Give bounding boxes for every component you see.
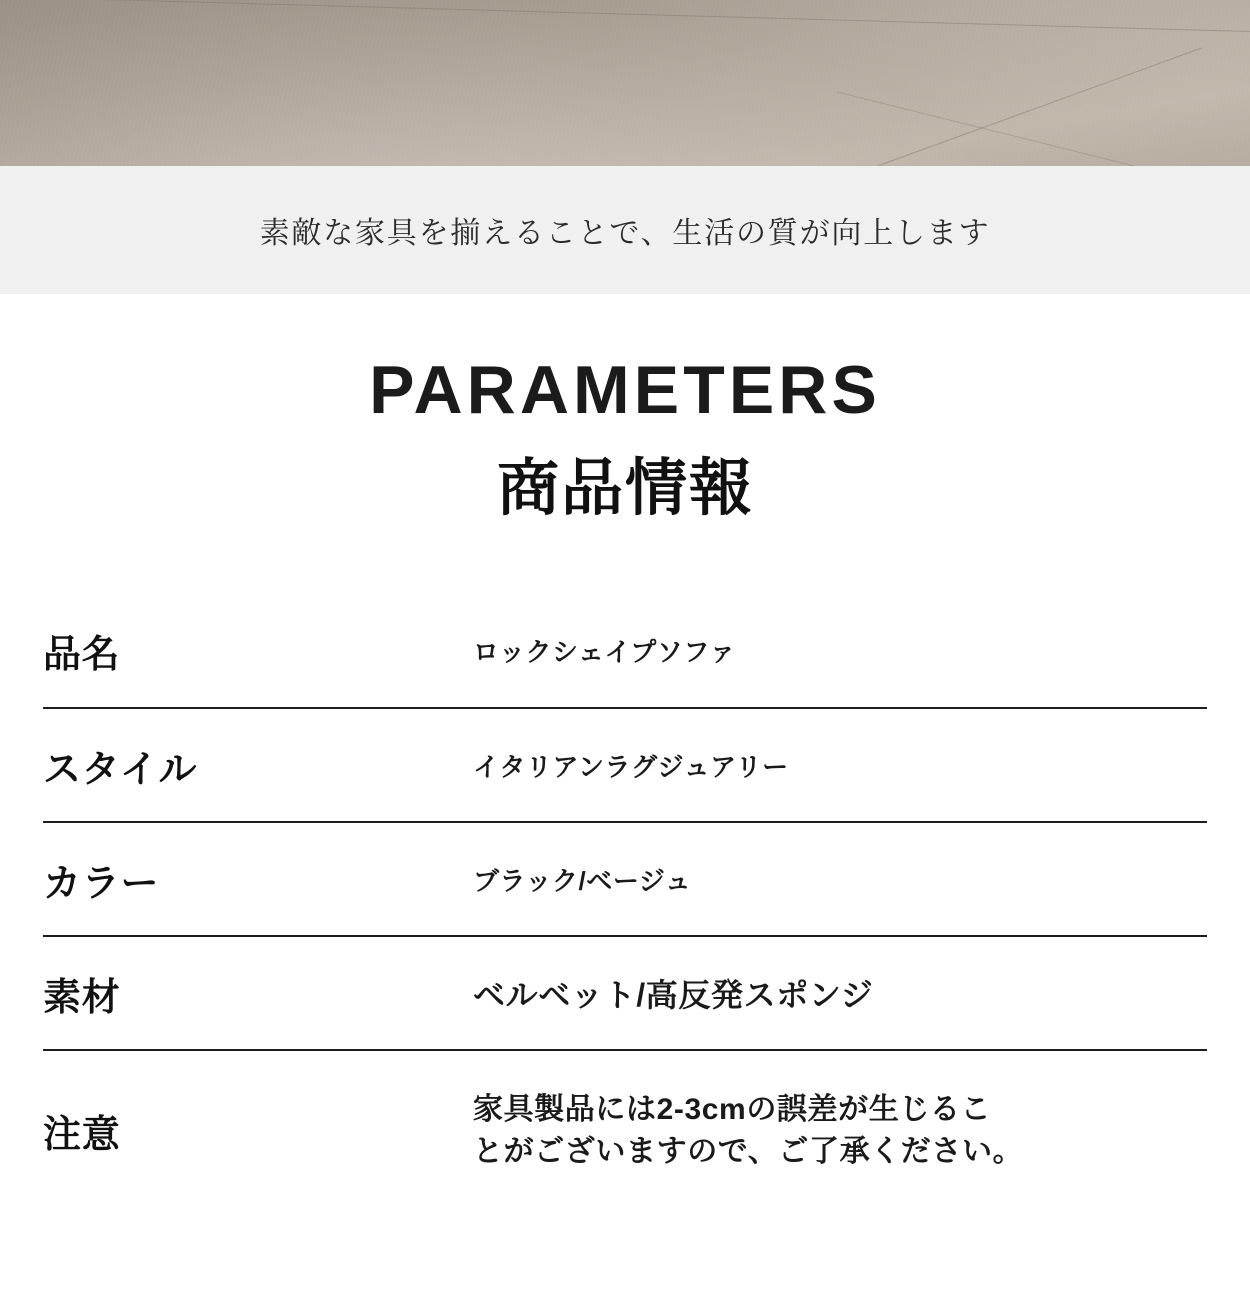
- parameters-section: [0, 294, 1250, 1210]
- table-row: [43, 594, 1207, 708]
- spec-label-note: 注意: [43, 1114, 121, 1156]
- spec-label-style: スタイル: [43, 748, 198, 791]
- spec-label-product-name: 品名: [43, 634, 121, 676]
- spec-label-material: 素材: [43, 976, 121, 1019]
- table-row: [43, 936, 1207, 1050]
- note-line-2: とがございますので、ご了承ください。: [473, 1134, 1024, 1168]
- tagline-text: 素敵な家具を揃えることで、生活の質が向上します: [259, 217, 991, 250]
- table-row: [43, 822, 1207, 936]
- specification-table: [43, 594, 1207, 1210]
- floor-grain-texture: [0, 0, 1250, 166]
- table-row: [43, 1050, 1207, 1210]
- spec-value-material: ベルベット/高反発スポンジ: [473, 977, 874, 1013]
- spec-label-color: カラー: [43, 862, 160, 905]
- spec-value-style: イタリアンラグジュアリー: [473, 751, 789, 782]
- spec-value-color: ブラック/ベージュ: [473, 865, 692, 896]
- section-title-ja: 商品情報: [497, 454, 753, 523]
- table-row: [43, 708, 1207, 822]
- note-line-1: 家具製品には2-3cmの誤差が生じるこ: [473, 1093, 992, 1127]
- section-title-en: PARAMETERS: [369, 352, 881, 428]
- spec-value-note: [473, 1050, 1207, 1210]
- tagline-band: [0, 166, 1250, 294]
- hero-image: [0, 0, 1250, 166]
- spec-value-product-name: ロックシェイプソファ: [473, 637, 736, 667]
